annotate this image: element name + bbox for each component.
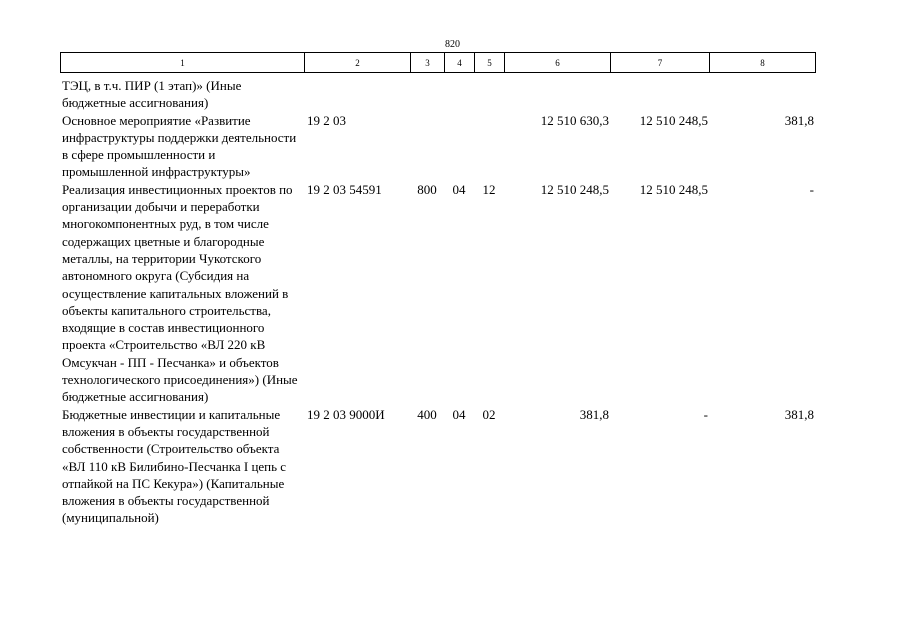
row-code — [304, 77, 410, 112]
row-col7: 12 510 248,5 — [639, 112, 708, 128]
row-col4 — [444, 112, 474, 181]
table-row — [60, 77, 815, 112]
column-header-table — [60, 52, 816, 73]
row-col8: - — [809, 181, 814, 197]
column-number-6: 6 — [505, 53, 611, 73]
row-col6: 12 510 630,3 — [540, 112, 609, 128]
row-col5 — [474, 77, 504, 112]
column-number-8: 8 — [710, 53, 816, 73]
table-row — [60, 112, 815, 181]
row-col3: 400 — [417, 406, 437, 422]
row-col4: 04 — [452, 406, 466, 422]
row-name: ТЭЦ, в т.ч. ПИР (1 этап)» (Иные бюджетные ассигнования) — [62, 78, 242, 111]
row-col5: 02 — [482, 406, 496, 422]
row-name: Бюджетные инвестиции и капитальные вложения в объекты государственной собственности (Строительство объекта «ВЛ 110 кВ Билибино-Песчанка I цепь с отпайкой на ПС Кекура») (Капитальные вложения в объекты государственной (муниципальной) — [62, 406, 287, 526]
table-row — [60, 181, 815, 406]
row-col6: 12 510 248,5 — [540, 181, 609, 197]
row-col6 — [504, 77, 610, 112]
row-name: Реализация инвестиционных проектов по организации добычи и переработки многокомпонентных руд, в том числе содержащих цветные и благородные металлы, на территории Чукотского автономного округа (Субсидия на осуществление капитальных вложений в объекты капитального строительства, входящие в состав инвестиционного проекта «Строительство «ВЛ 220 кВ Омсукчан - ПП - Песчанка» и объектов технологического присоединения») (Иные бюджетные ассигнования) — [62, 181, 298, 405]
row-col7: - — [703, 406, 708, 422]
column-number-7: 7 — [611, 53, 710, 73]
row-col6: 381,8 — [579, 406, 609, 422]
row-col4: 04 — [452, 181, 466, 197]
row-code: 19 2 03 54591 — [307, 181, 382, 197]
row-col3: 800 — [417, 181, 437, 197]
row-col7 — [610, 77, 709, 112]
table-row — [60, 406, 815, 527]
column-number-2: 2 — [305, 53, 411, 73]
row-name: Основное мероприятие «Развитие инфраструктуры поддержки деятельности в сфере промышленности и промышленной инфраструктуры» — [62, 112, 297, 180]
row-col7: 12 510 248,5 — [639, 181, 708, 197]
column-number-4: 4 — [445, 53, 475, 73]
budget-table — [60, 77, 815, 527]
row-code: 19 2 03 9000И — [307, 406, 385, 422]
row-col8: 381,8 — [784, 112, 814, 128]
row-col4 — [444, 77, 474, 112]
column-number-row — [61, 53, 816, 73]
row-code: 19 2 03 — [307, 112, 346, 128]
column-number-3: 3 — [411, 53, 445, 73]
row-col8 — [709, 77, 815, 112]
column-number-1: 1 — [61, 53, 305, 73]
row-col5 — [474, 112, 504, 181]
row-col5: 12 — [482, 181, 496, 197]
row-col3 — [410, 112, 444, 181]
column-number-5: 5 — [475, 53, 505, 73]
row-col3 — [410, 77, 444, 112]
page-number: 820 — [445, 39, 460, 50]
row-col8: 381,8 — [784, 406, 814, 422]
